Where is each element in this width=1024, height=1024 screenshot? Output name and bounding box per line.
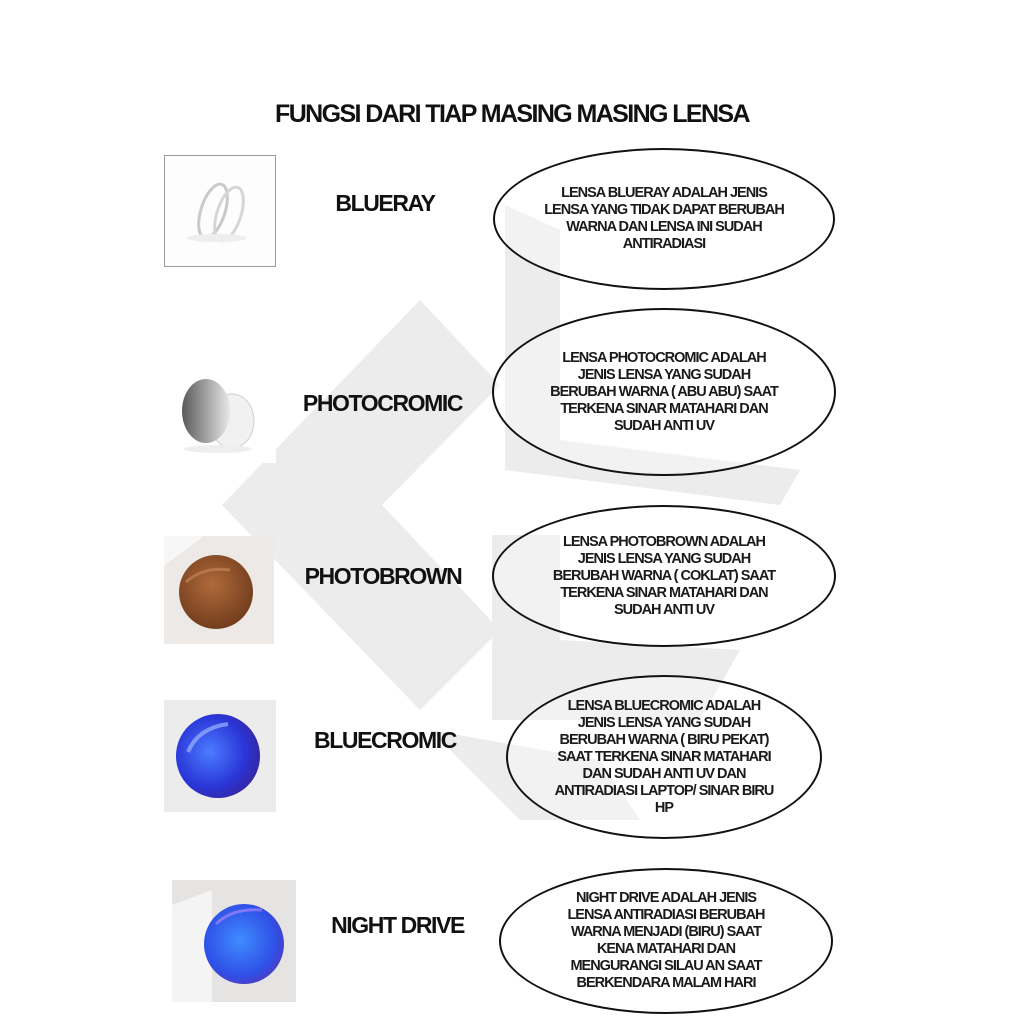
lens-description-photocromic: LENSA PHOTOCROMIC ADALAH JENIS LENSA YANG SUDAH BERUBAH WARNA ( ABU ABU) SAAT TERKENA SINAR MATAHARI DAN SUDAH ANTI UV [550,349,778,434]
description-bubble-blueray [493,148,835,290]
gray-lens-icon [158,345,276,463]
description-bubble-photobrown [492,505,836,647]
lens-name-blueray: BLUERAY [335,190,435,216]
lens-description-blueray: LENSA BLUERAY ADALAH JENIS LENSA YANG TIDAK DAPAT BERUBAH WARNA DAN LENSA INI SUDAH ANTIRADIASI [544,185,784,252]
lens-description-bluecromic: LENSA BLUECROMIC ADALAH JENIS LENSA YANG SUDAH BERUBAH WARNA ( BIRU PEKAT) SAAT TERKENA SINAR MATAHARI DAN SUDAH ANTI UV DAN ANTIRADIASI LAPTOP/ SINAR BIRU HP [554,697,774,816]
lens-name-photobrown: PHOTOBROWN [304,563,462,589]
page-title: FUNGSI DARI TIAP MASING MASING LENSA [275,100,749,128]
lens-name-night-drive: NIGHT DRIVE [331,912,464,938]
lens-name-bluecromic: BLUECROMIC [314,727,456,753]
description-bubble-photocromic [492,308,836,476]
clear-lens-icon [164,155,276,267]
lens-name-photocromic: PHOTOCROMIC [302,390,463,416]
description-bubble-night-drive [499,868,833,1014]
description-bubble-bluecromic [506,675,822,839]
brown-lens-icon [164,536,274,644]
blue-lens-icon [164,700,276,812]
lens-description-night-drive: NIGHT DRIVE ADALAH JENIS LENSA ANTIRADIASI BERUBAH WARNA MENJADI (BIRU) SAAT KENA MATAHARI DAN MENGURANGI SILAU AN SAAT BERKENDARA MALAM HARI [567,890,765,991]
lens-description-photobrown: LENSA PHOTOBROWN ADALAH JENIS LENSA YANG SUDAH BERUBAH WARNA ( COKLAT) SAAT TERKENA SINAR MATAHARI DAN SUDAH ANTI UV [552,533,776,618]
night-drive-lens-icon [172,880,296,1002]
